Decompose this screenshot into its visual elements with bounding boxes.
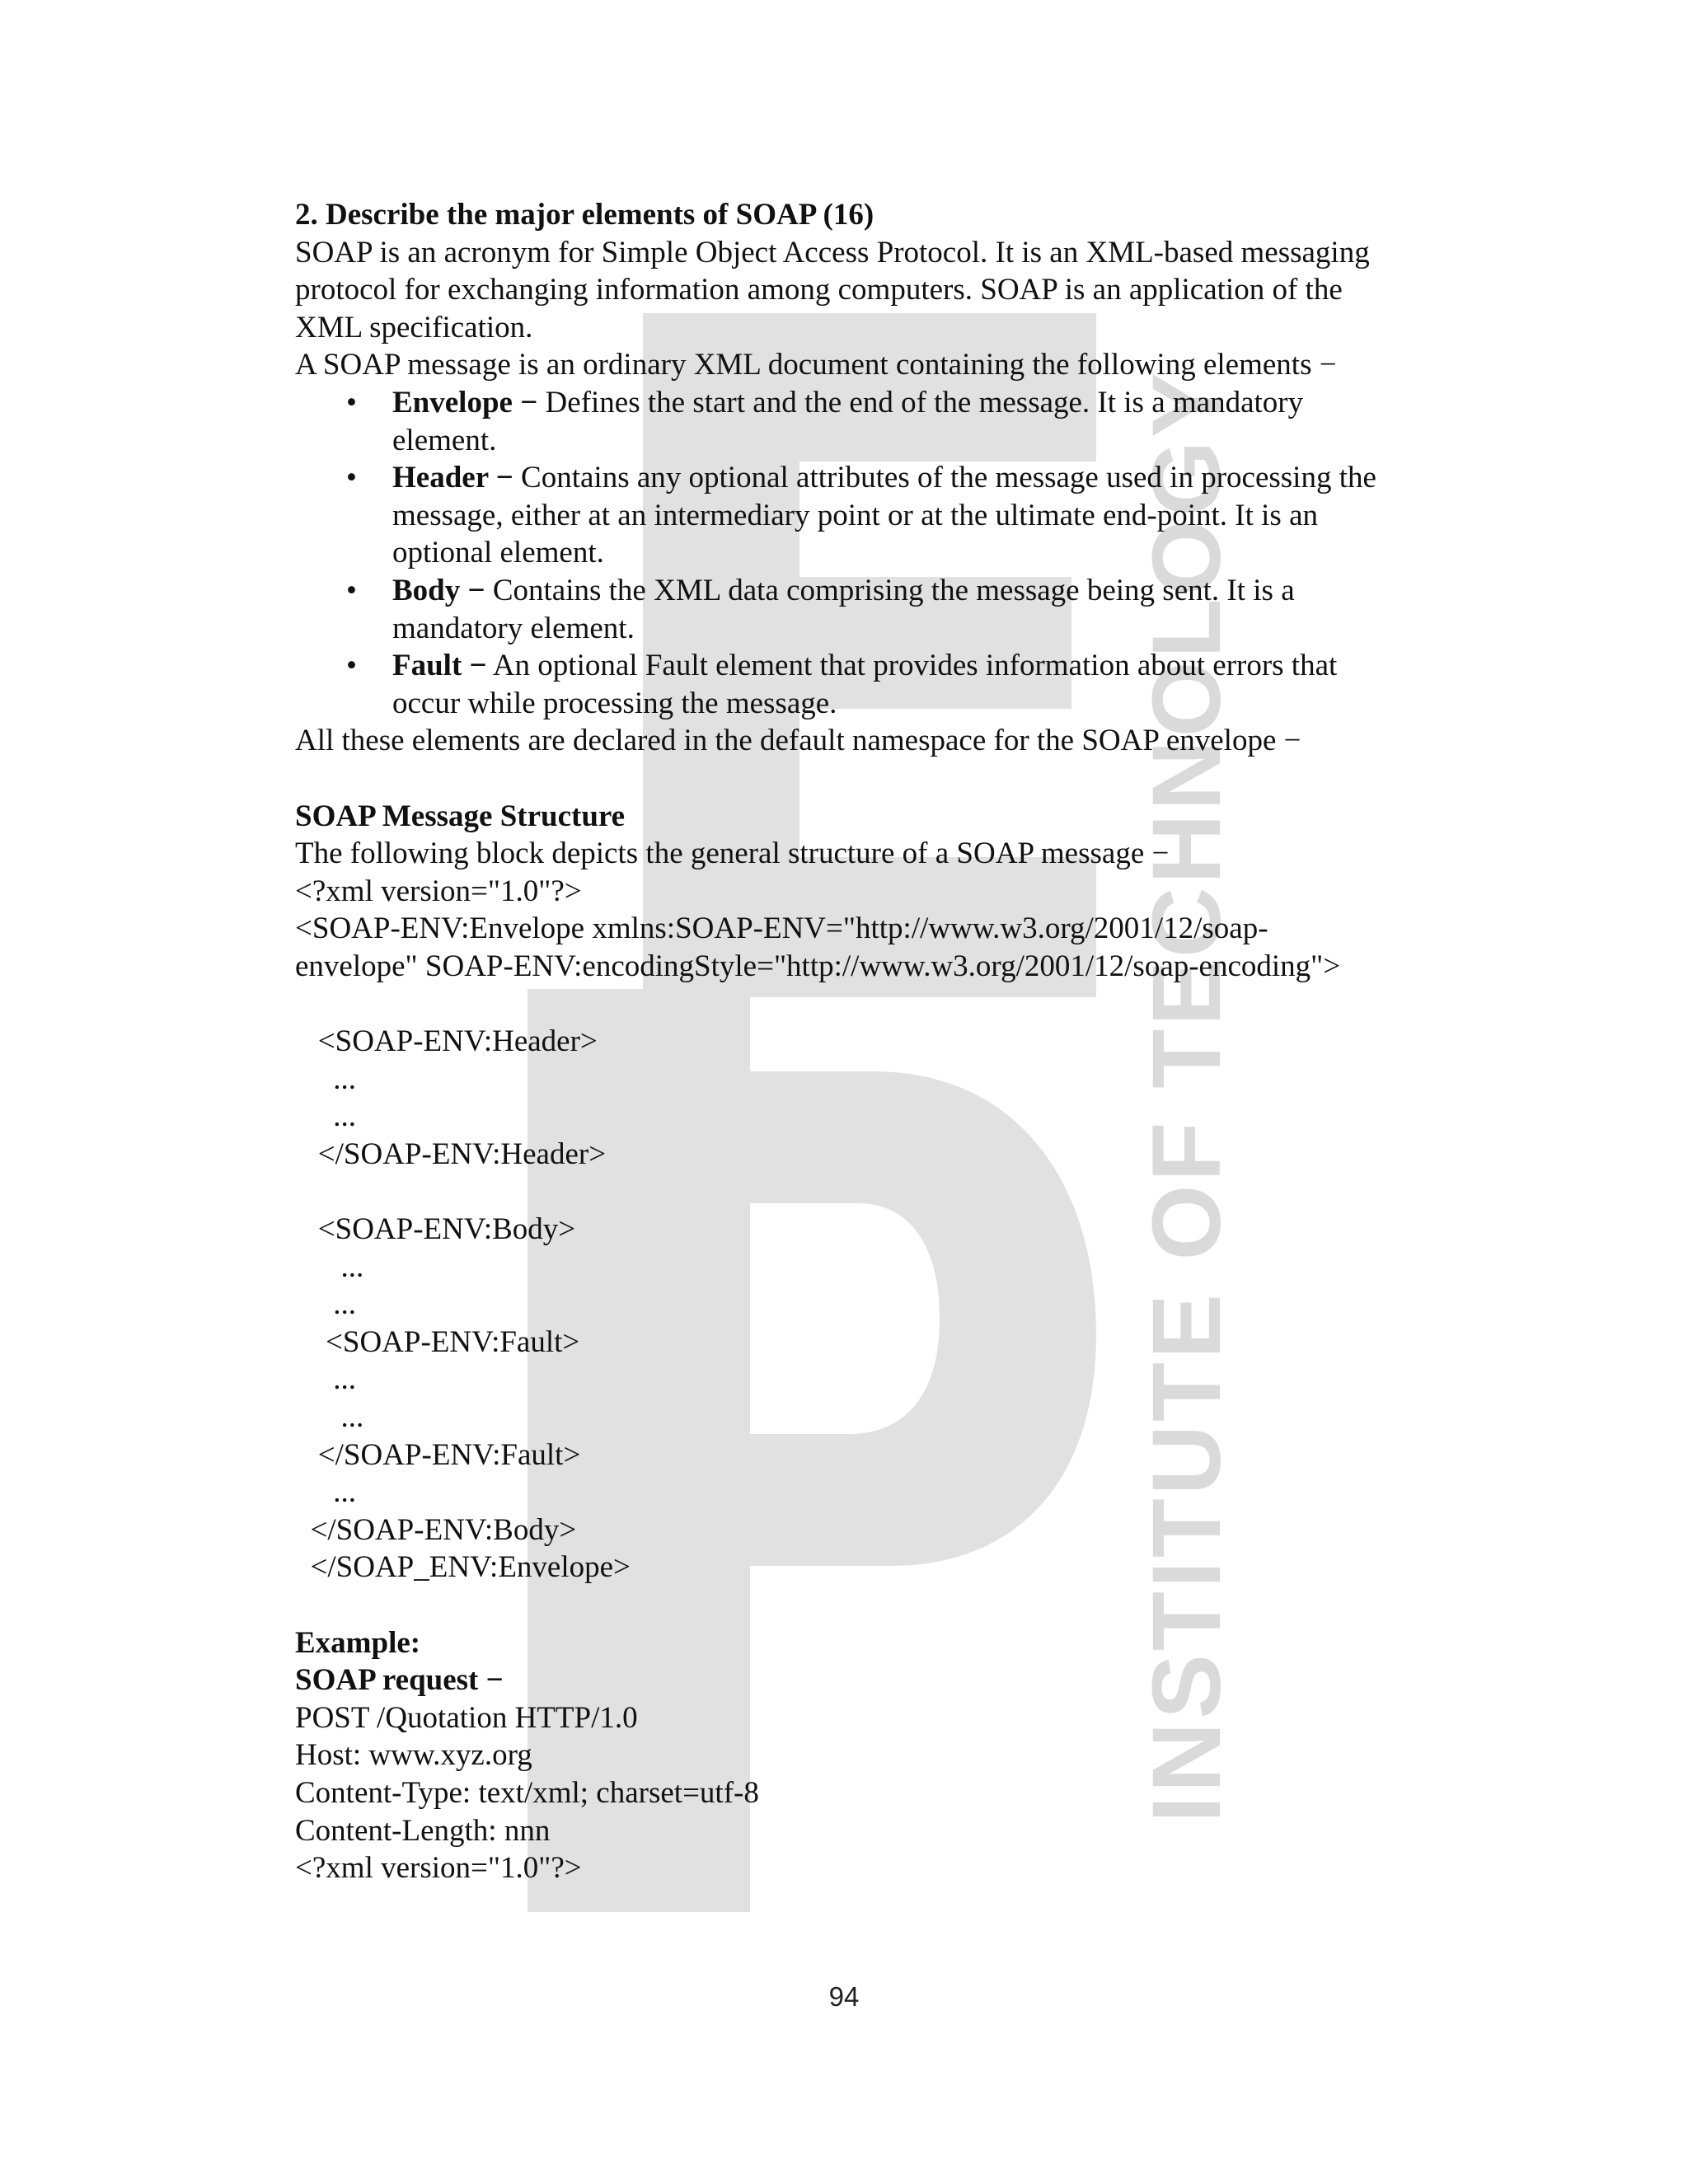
bullet-icon: • xyxy=(346,573,357,607)
soap-elements-list xyxy=(295,384,1465,722)
section-heading: SOAP Message Structure xyxy=(295,799,626,833)
element-name: Fault − xyxy=(392,649,487,683)
element-name: Header − xyxy=(392,461,513,495)
code-line xyxy=(295,1173,1465,1211)
code-line: </SOAP-ENV:Body> xyxy=(295,1512,577,1547)
section-description: The following block depicts the general structure of a SOAP message − xyxy=(295,837,1170,871)
element-description: element. xyxy=(392,423,497,457)
question-title: 2. Describe the major elements of SOAP (16) xyxy=(295,198,874,232)
code-line: </SOAP_ENV:Envelope> xyxy=(295,1550,631,1585)
request-line: Host: www.xyz.org xyxy=(295,1738,532,1773)
code-line: <SOAP-ENV:Envelope xmlns:SOAP-ENV="http://www.w3.org/2001/12/soap- xyxy=(295,912,1268,946)
code-line: ... xyxy=(295,1400,364,1434)
element-description: Defines the start and the end of the message. It is a mandatory xyxy=(537,385,1304,419)
request-line: Content-Type: text/xml; charset=utf-8 xyxy=(295,1775,759,1810)
code-line: envelope" SOAP-ENV:encodingStyle="http://www.w3.org/2001/12/soap-encoding"> xyxy=(295,949,1341,983)
element-description: Contains any optional attributes of the message used in processing the xyxy=(513,461,1376,495)
code-line: <SOAP-ENV:Fault> xyxy=(295,1324,580,1359)
element-description: message, either at an intermediary point or at the ultimate end-point. It is an xyxy=(392,498,1319,532)
code-line: </SOAP-ENV:Fault> xyxy=(295,1437,581,1472)
code-line: ... xyxy=(295,1062,356,1096)
bullet-icon: • xyxy=(346,385,357,419)
element-name: Envelope − xyxy=(392,385,538,419)
example-heading: Example: xyxy=(295,1625,421,1660)
intro-line: SOAP is an acronym for Simple Object Access Protocol. It is an XML-based messaging xyxy=(295,235,1370,269)
request-line: Content-Length: nnn xyxy=(295,1813,551,1848)
request-heading: SOAP request − xyxy=(295,1663,504,1698)
code-line: </SOAP-ENV:Header> xyxy=(295,1137,607,1171)
code-line: <SOAP-ENV:Body> xyxy=(295,1212,576,1247)
intro-line: A SOAP message is an ordinary XML document containing the following elements − xyxy=(295,348,1337,382)
spacer xyxy=(295,1586,1465,1624)
request-line: <?xml version="1.0"?> xyxy=(295,1851,582,1886)
code-block xyxy=(295,873,1465,1586)
list-item-header xyxy=(295,459,1465,572)
list-item-fault xyxy=(295,647,1465,722)
bullet-icon: • xyxy=(346,649,357,683)
spacer xyxy=(295,760,1465,798)
intro-line: protocol for exchanging information among computers. SOAP is an application of the xyxy=(295,273,1343,307)
page-content xyxy=(295,196,1465,1887)
code-line: ... xyxy=(295,1249,364,1284)
request-line: POST /Quotation HTTP/1.0 xyxy=(295,1700,638,1735)
code-line: <?xml version="1.0"?> xyxy=(295,874,582,908)
intro-line: XML specification. xyxy=(295,310,533,344)
element-description: occur while processing the message. xyxy=(392,686,837,720)
element-description: mandatory element. xyxy=(392,611,635,645)
element-description: Contains the XML data comprising the message being sent. It is a xyxy=(485,573,1295,607)
element-name: Body − xyxy=(392,573,485,607)
code-line: ... xyxy=(295,1099,356,1134)
bullet-icon: • xyxy=(346,461,357,495)
page-number: 94 xyxy=(828,1981,860,2012)
element-description: optional element. xyxy=(392,536,604,570)
code-line: ... xyxy=(295,1475,356,1510)
code-line: ... xyxy=(295,1287,356,1322)
watermark-text: INSTITUTE OF TECHNOLOGY xyxy=(1132,369,1241,1823)
code-line xyxy=(295,985,1465,1023)
list-item-body xyxy=(295,572,1465,647)
code-line: <SOAP-ENV:Header> xyxy=(295,1024,598,1059)
code-line: ... xyxy=(295,1362,356,1397)
list-item-envelope xyxy=(295,384,1465,459)
element-description: An optional Fault element that provides information about errors that xyxy=(486,649,1338,683)
closing-text: All these elements are declared in the default namespace for the SOAP envelope − xyxy=(295,724,1301,758)
